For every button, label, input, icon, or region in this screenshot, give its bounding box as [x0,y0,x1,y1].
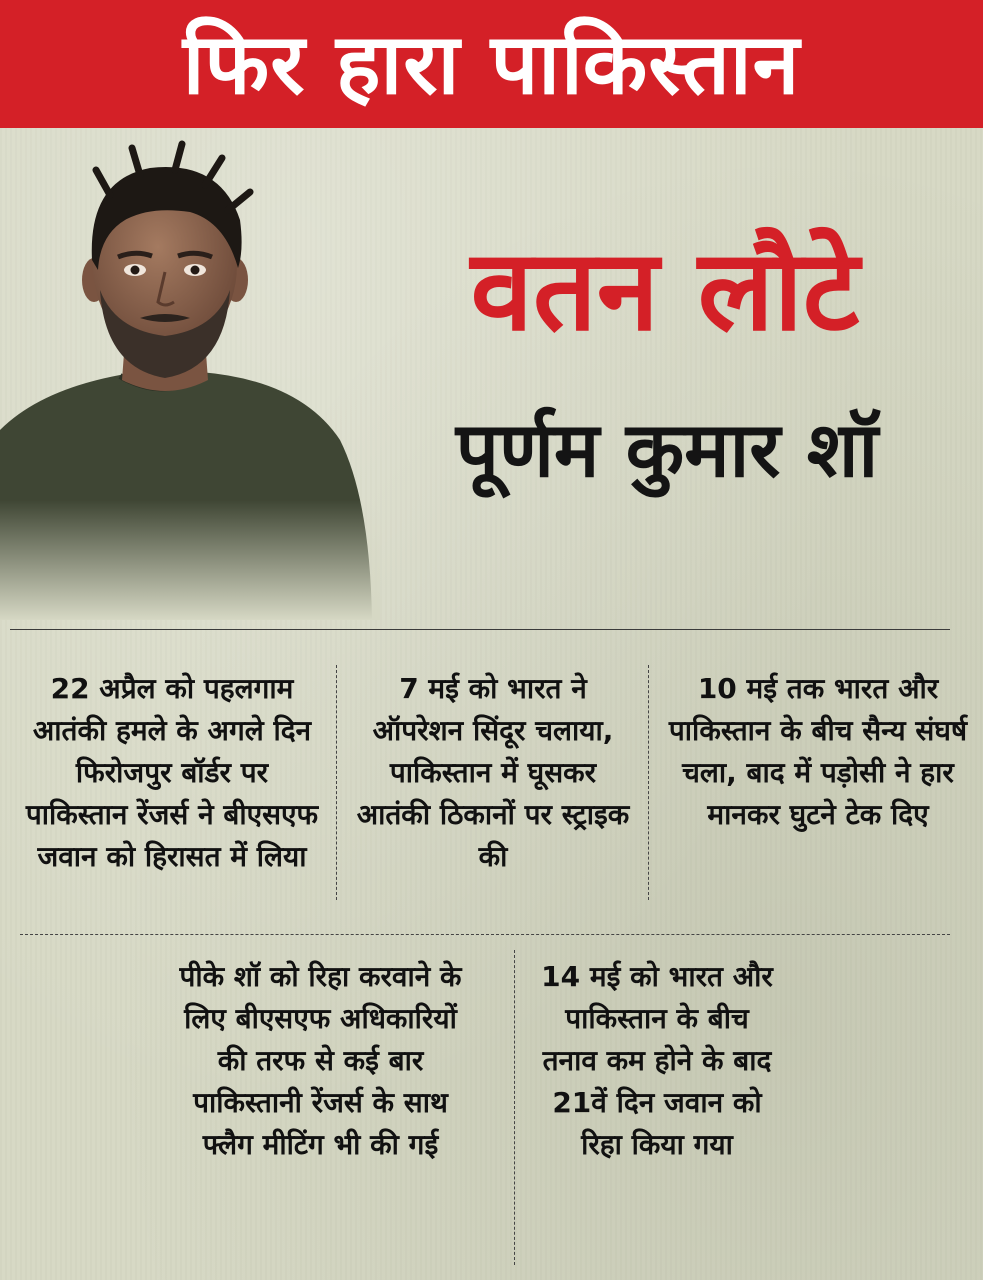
row-divider [20,934,950,935]
fact-text: 10 मई तक भारत और पाकिस्तान के बीच सैन्य संघर्ष चला, बाद में पड़ोसी ने हार मानकर घुटने टेक दिए [668,672,968,831]
headline: वतन लौटे [470,226,860,356]
person-name: पूर्णम कुमार शॉ [455,405,879,494]
column-divider [648,665,649,900]
soldier-photo [0,140,380,620]
fact-text: 7 मई को भारत ने ऑपरेशन सिंदूर चलाया, पाकिस्तान में घूसकर आतंकी ठिकानों पर स्ट्राइक की [356,672,630,873]
section-divider [10,629,950,630]
column-divider [336,665,337,900]
fact-text: 22 अप्रैल को पहलगाम आतंकी हमले के अगले दिन फिरोजपुर बॉर्डर पर पाकिस्तान रेंजर्स ने बीएसएफ जवान को हिरासत में लिया [25,672,319,873]
fact-text: पीके शॉ को रिहा करवाने के लिए बीएसएफ अधिकारियों की तरफ से कई बार पाकिस्तानी रेंजर्स के साथ फ्लैग मीटिंग भी की गई [179,960,462,1161]
fact-text: 14 मई को भारत और पाकिस्तान के बीच तनाव कम होने के बाद 21वें दिन जवान को रिहा किया गया [541,960,773,1161]
title-banner [0,0,983,128]
banner-title: फिर हारा पाकिस्तान [182,15,801,113]
column-divider [514,950,515,1265]
